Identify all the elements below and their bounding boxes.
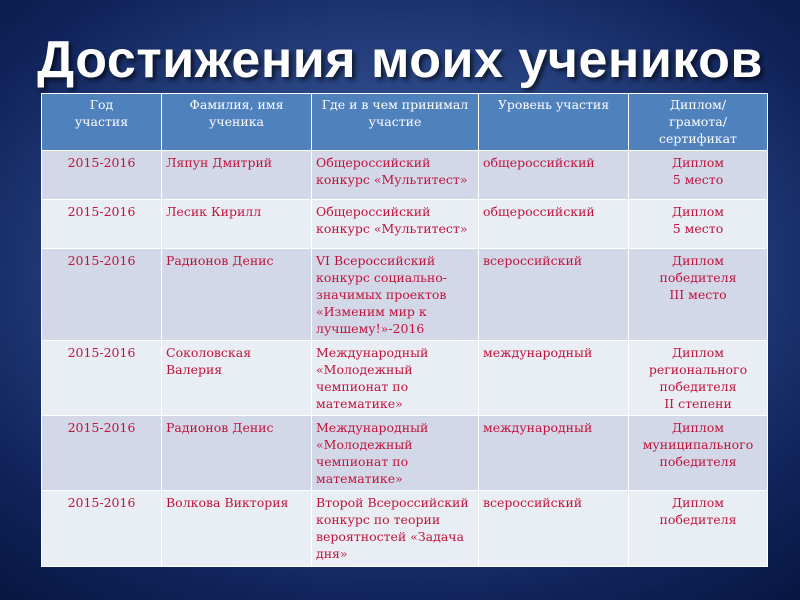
cell-student-name: Волкова Виктория <box>162 491 312 567</box>
award-line: III место <box>669 287 727 302</box>
cell-award <box>629 341 768 416</box>
award-line: Диплом <box>671 420 724 435</box>
table-body <box>42 151 768 567</box>
cell-student-name: Ляпун Дмитрий <box>162 151 312 200</box>
award-line: победителя <box>659 379 737 394</box>
header-line: Фамилия, имя <box>189 97 284 112</box>
cell-year: 2015-2016 <box>42 491 162 567</box>
cell-year: 2015-2016 <box>42 249 162 341</box>
table-row <box>42 416 768 491</box>
cell-student-name: Лесик Кирилл <box>162 200 312 249</box>
header-line: Где и в чем принимал <box>321 97 469 112</box>
cell-year: 2015-2016 <box>42 151 162 200</box>
header-event <box>312 94 479 151</box>
award-line: Диплом <box>671 155 724 170</box>
header-line: Год <box>89 97 114 112</box>
award-line: победителя <box>659 270 737 285</box>
cell-event: VI Всероссийский конкурс социально-значимых проектов «Изменим мир к лучшему!»-2016 <box>312 249 479 341</box>
cell-event: Общероссийский конкурс «Мультитест» <box>312 200 479 249</box>
cell-award <box>629 491 768 567</box>
header-award <box>629 94 768 151</box>
cell-level: общероссийский <box>479 200 629 249</box>
cell-level: международный <box>479 416 629 491</box>
table-row <box>42 249 768 341</box>
award-line: 5 место <box>672 172 724 187</box>
cell-student-name: Радионов Денис <box>162 249 312 341</box>
table-header <box>42 94 768 151</box>
award-line: Диплом <box>671 253 724 268</box>
table-row <box>42 200 768 249</box>
cell-award <box>629 249 768 341</box>
header-line: Уровень участия <box>497 97 610 112</box>
award-line: муниципального <box>642 437 754 452</box>
cell-level: всероссийский <box>479 249 629 341</box>
cell-award <box>629 200 768 249</box>
cell-year: 2015-2016 <box>42 341 162 416</box>
cell-year: 2015-2016 <box>42 200 162 249</box>
award-line: Диплом <box>671 495 724 510</box>
cell-student-name: Радионов Денис <box>162 416 312 491</box>
cell-level: общероссийский <box>479 151 629 200</box>
cell-student-name: Соколовская Валерия <box>162 341 312 416</box>
cell-event: Общероссийский конкурс «Мультитест» <box>312 151 479 200</box>
header-line: участие <box>368 114 422 129</box>
cell-level: всероссийский <box>479 491 629 567</box>
cell-level: международный <box>479 341 629 416</box>
cell-event: Второй Всероссийский конкурс по теории вероятностей «Задача дня» <box>312 491 479 567</box>
slide-title: Достижения моих учеников <box>37 31 763 89</box>
header-year <box>42 94 162 151</box>
header-row <box>42 94 768 151</box>
cell-award <box>629 416 768 491</box>
header-line: грамота/ <box>669 114 727 129</box>
table-row <box>42 491 768 567</box>
table-row <box>42 341 768 416</box>
award-line: победителя <box>659 454 737 469</box>
award-line: Диплом <box>671 204 724 219</box>
cell-year: 2015-2016 <box>42 416 162 491</box>
award-line: Диплом <box>671 345 724 360</box>
header-level <box>479 94 629 151</box>
cell-event: Международный «Молодежный чемпионат по математике» <box>312 341 479 416</box>
achievements-table <box>41 93 768 567</box>
award-line: победителя <box>659 512 737 527</box>
award-line: II степени <box>664 396 732 411</box>
header-line: Диплом/ <box>669 97 727 112</box>
cell-event: Международный «Молодежный чемпионат по математике» <box>312 416 479 491</box>
table-row <box>42 151 768 200</box>
header-student-name <box>162 94 312 151</box>
award-line: регионального <box>648 362 748 377</box>
cell-award <box>629 151 768 200</box>
header-line: сертификат <box>659 131 737 146</box>
header-line: ученика <box>209 114 264 129</box>
header-line: участия <box>74 114 129 129</box>
award-line: 5 место <box>672 221 724 236</box>
